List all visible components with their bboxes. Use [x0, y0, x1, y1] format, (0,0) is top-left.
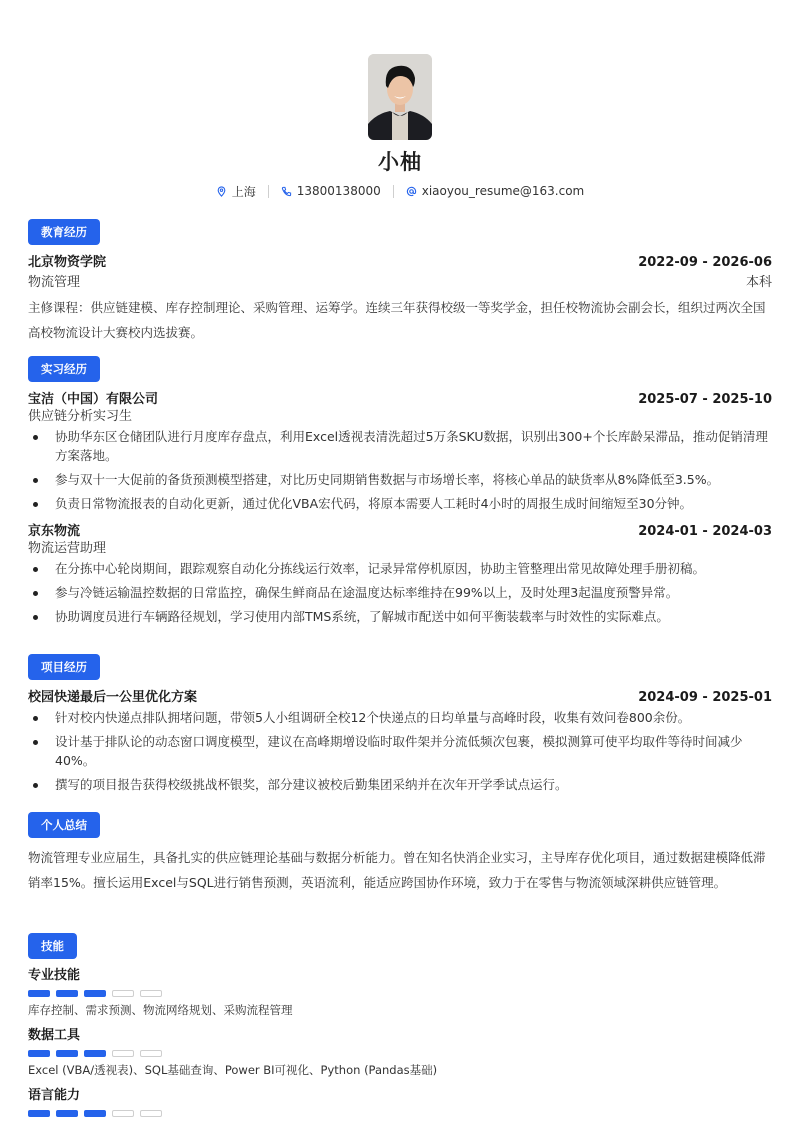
contact-info — [28, 182, 772, 200]
skill-group — [28, 1087, 772, 1117]
skill-title: 专业技能 — [28, 968, 81, 983]
bullet-list — [28, 559, 772, 626]
skill-title: 语言能力 — [28, 1088, 81, 1103]
company-name: 京东物流 — [28, 524, 81, 539]
divider — [393, 185, 394, 198]
bullet-item: 负责日常物流报表的自动化更新，通过优化VBA宏代码，将原本需要人工耗时4小时的周报生成时间缩短至30分钟。 — [28, 494, 772, 513]
level-segment-empty — [112, 1110, 134, 1117]
section-summary — [28, 812, 772, 895]
level-segment-filled — [56, 990, 78, 997]
section-badge-education: 教育经历 — [28, 219, 100, 245]
bullet-item: 在分拣中心轮岗期间，跟踪观察自动化分拣线运行效率，记录异常停机原因，协助主管整理出常见故障处理手册初稿。 — [28, 559, 772, 578]
bullet-list — [28, 427, 772, 513]
contact-phone — [281, 184, 381, 198]
contact-location — [216, 183, 256, 200]
level-segment-filled — [84, 990, 106, 997]
level-segment-filled — [28, 1050, 50, 1057]
degree: 本科 — [745, 275, 772, 290]
level-segment-filled — [56, 1110, 78, 1117]
skill-description: Excel (VBA/透视表)、SQL基础查询、Power BI可视化、Python (Pandas基础) — [28, 1063, 438, 1077]
internship-entry — [28, 523, 772, 626]
level-segment-filled — [28, 990, 50, 997]
section-skills — [28, 933, 772, 1117]
bullet-item: 协助调度员进行车辆路径规划，学习使用内部TMS系统，了解城市配送中如何平衡装载率与时效性的实际难点。 — [28, 607, 772, 626]
summary-text: 物流管理专业应届生，具备扎实的供应链理论基础与数据分析能力。曾在知名快消企业实习，主导库存优化项目，通过数据建模降低滞销率15%。擅长运用Excel与SQL进行销售预测，英语流利，能适应跨国协作环境，致力于在零售与物流领域深耕供应链管理。 — [28, 850, 766, 890]
email-text[interactable]: xiaoyou_resume@163.com — [421, 184, 585, 198]
phone-text: 13800138000 — [296, 184, 381, 198]
section-badge-summary: 个人总结 — [28, 812, 100, 838]
level-segment-filled — [84, 1110, 106, 1117]
internship-date: 2025-07 - 2025-10 — [638, 392, 772, 407]
bullet-item: 设计基于排队论的动态窗口调度模型，建议在高峰期增设临时取件架并分流低频次包裹，模拟测算可使平均取件等待时间减少40%。 — [28, 732, 772, 770]
education-date: 2022-09 - 2026-06 — [638, 255, 772, 270]
at-sign-icon — [406, 186, 417, 197]
bullet-item: 撰写的项目报告获得校级挑战杯银奖，部分建议被校后勤集团采纳并在次年开学季试点运行。 — [28, 775, 772, 794]
section-education — [28, 219, 772, 345]
role: 供应链分析实习生 — [28, 409, 133, 424]
project-entry — [28, 689, 772, 794]
major: 物流管理 — [28, 275, 81, 290]
section-projects — [28, 654, 772, 799]
project-date: 2024-09 - 2025-01 — [638, 690, 772, 705]
internship-date: 2024-01 - 2024-03 — [638, 524, 772, 539]
level-segment-empty — [140, 990, 162, 997]
level-segment-filled — [56, 1050, 78, 1057]
role: 物流运营助理 — [28, 541, 107, 556]
section-internship — [28, 356, 772, 631]
skill-group — [28, 967, 772, 1018]
bullet-item: 针对校内快递点排队拥堵问题，带领5人小组调研全校12个快递点的日均单量与高峰时段，收集有效问卷800余份。 — [28, 708, 772, 727]
bullet-item: 参与双十一大促前的备货预测模型搭建，对比历史同期销售数据与市场增长率，将核心单品的缺货率从8%降低至3.5%。 — [28, 470, 772, 489]
candidate-name: 小柚 — [378, 150, 422, 174]
bullet-list — [28, 708, 772, 794]
contact-email[interactable] — [406, 184, 585, 198]
bullet-item: 参与冷链运输温控数据的日常监控，确保生鲜商品在途温度达标率维持在99%以上，及时处理3起温度预警异常。 — [28, 583, 772, 602]
level-segment-empty — [112, 990, 134, 997]
bullet-item: 协助华东区仓储团队进行月度库存盘点，利用Excel透视表清洗超过5万条SKU数据，识别出300+个长库龄呆滞品，推动促销清理方案落地。 — [28, 427, 772, 465]
level-segment-empty — [140, 1050, 162, 1057]
skill-level-bar — [28, 1110, 772, 1117]
divider — [268, 185, 269, 198]
resume-header — [28, 0, 772, 200]
skill-level-bar — [28, 990, 772, 997]
level-segment-empty — [112, 1050, 134, 1057]
project-name: 校园快递最后一公里优化方案 — [28, 690, 198, 705]
profile-photo — [368, 54, 432, 140]
section-badge-skills: 技能 — [28, 933, 77, 959]
phone-icon — [281, 186, 292, 197]
skill-level-bar — [28, 1050, 772, 1057]
level-segment-filled — [28, 1110, 50, 1117]
skill-title: 数据工具 — [28, 1028, 81, 1043]
person-photo-icon — [368, 54, 432, 140]
company-name: 宝洁（中国）有限公司 — [28, 392, 159, 407]
education-description: 主修课程：供应链建模、库存控制理论、采购管理、运筹学。连续三年获得校级一等奖学金，担任校物流协会副会长，组织过两次全国高校物流设计大赛校内选拔赛。 — [28, 300, 766, 340]
level-segment-empty — [140, 1110, 162, 1117]
location-text: 上海 — [231, 184, 256, 199]
skill-group — [28, 1027, 772, 1078]
section-badge-projects: 项目经历 — [28, 654, 100, 680]
level-segment-filled — [84, 1050, 106, 1057]
section-badge-internship: 实习经历 — [28, 356, 100, 382]
internship-entry — [28, 391, 772, 513]
skill-description: 库存控制、需求预测、物流网络规划、采购流程管理 — [28, 1003, 293, 1017]
location-pin-icon — [216, 186, 227, 197]
school-name: 北京物资学院 — [28, 255, 107, 270]
